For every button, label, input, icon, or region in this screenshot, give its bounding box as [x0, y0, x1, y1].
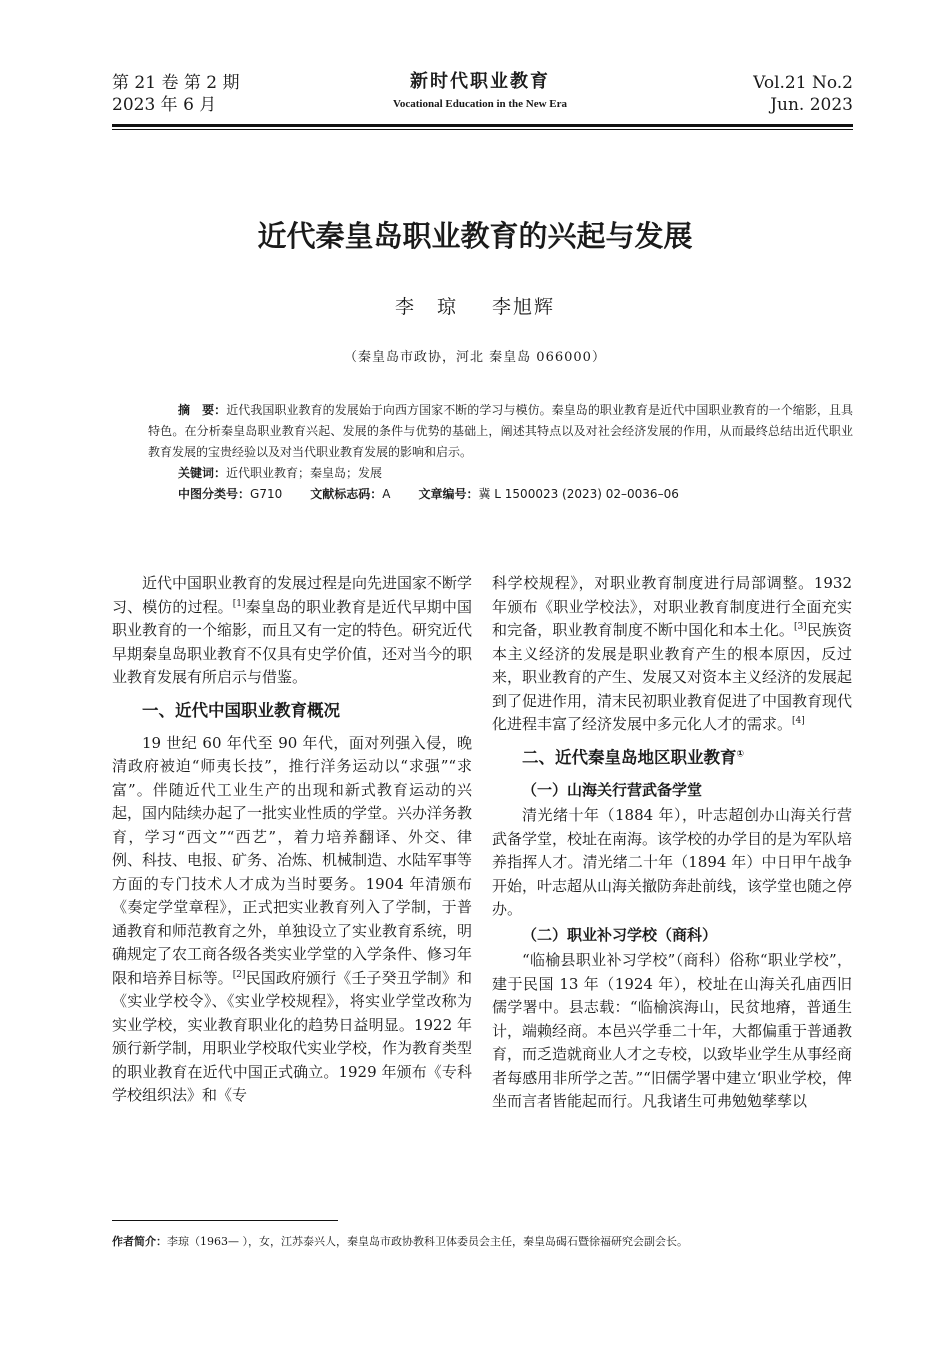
section-heading-text: 二、近代秦皇岛地区职业教育: [522, 747, 737, 767]
footnote-rule: [112, 1220, 338, 1221]
paragraph-text: 秦皇岛的职业教育是近代早期中国职业教育的一个缩影，而且又有一定的特色。研究近代早期秦皇岛职业教育不仅具有史学价值，还对当今的职业教育发展有所启示与借鉴。: [112, 597, 473, 686]
volume-cn: 第 21 卷 第 2 期: [112, 73, 240, 93]
author-2: 李旭辉: [492, 296, 556, 318]
paragraph: “临榆县职业补习学校”（商科）俗称“职业学校”，建于民国 13 年（1924 年），校址在山海关孔庙西旧儒学署中。县志载：“临榆滨海山，民贫地瘠，普通生计，端赖经商。本邑兴学垂二十年，大都偏重于普通教育，而乏造就商业人才之专校，以致毕业学生从事经商者每感用非所学之苦。”“旧儒学署中建立‘职业学校，俾坐而言者皆能起而行。凡我诸生可弗勉勉孳孳以: [492, 951, 853, 1110]
body-left-column: [112, 572, 472, 1108]
classification-line: [178, 484, 853, 505]
section-heading-1: 一、近代中国职业教育概况: [142, 700, 340, 720]
paragraph: 清光绪十年（1884 年），叶志超创办山海关行营武备学堂，校址在南海。该学校的办学目的是为军队培养指挥人才。清光绪二十年（1894 年）中日甲午战争开始，叶志超从山海关撤防奔赴前线，该学堂也随之停办。: [492, 806, 853, 918]
author-1: 李 琼: [394, 296, 458, 318]
date-cn: 2023 年 6 月: [112, 95, 217, 115]
section-heading-2: [522, 746, 852, 770]
journal-name-cn: 新时代职业教育: [410, 71, 550, 92]
paragraph-text: 19 世纪 60 年代至 90 年代，面对列强入侵，晚清政府被迫“师夷长技”，推行洋务运动以“求强”“求富”。伴随近代工业生产的出现和新式教育运动的兴起，国内陆续办起了一批实业性质的学堂。兴办洋务教育，学习“西文”“西艺”，着力培养翻译、外交、律例、科技、电报、矿务、冶炼、机械制造、水陆军事等方面的专门技术人才成为当时要务。1904 年清颁布《奏定学堂章程》，正式把实业教育列入了学制，于普通教育和师范教育之外，单独设立了实业教育系统，明确规定了农工商各级各类实业学堂的入学条件、修习年限和培养目标等。: [112, 733, 473, 987]
footnote-marker: ①: [736, 749, 745, 759]
article-id-label: 文章编号：: [418, 487, 479, 501]
citation: [3]: [793, 622, 807, 632]
citation: [4]: [792, 716, 805, 726]
paragraph-text: 民族资本主义经济的发展是职业教育产生的根本原因，反过来，职业教育的产生、发展又对资本主义经济的发展起到了促进作用，清末民初职业教育促进了中国教育现代化进程丰富了经济发展中多元化人才的需求。: [492, 621, 853, 733]
paragraph-text: 民国政府颁行《壬子癸丑学制》和《实业学校令》、《实业学校规程》，将实业学堂改称为实业学校，实业教育职业化的趋势日益明显。1922 年颁行新学制，用职业学校取代实业学校，作为教育类型的职业教育在近代中国正式确立。1929 年颁布《专科学校组织法》和《专: [112, 968, 473, 1104]
abstract-label: 摘 要：: [178, 403, 227, 417]
abstract-text: 近代我国职业教育的发展始于向西方国家不断的学习与模仿。秦皇岛的职业教育是近代中国职业教育的一个缩影，且具特色。在分析秦皇岛职业教育兴起、发展的条件与优势的基础上，阐述其特点以及对社会经济发展的作用，从而最终总结出近代职业教育发展的宝贵经验以及对当代职业教育发展的影响和启示。: [148, 403, 853, 459]
keywords: [178, 463, 853, 484]
paragraph-text: 近代中国职业教育的发展过程是向先进国家不断学习、模仿的过程。: [112, 574, 473, 616]
header-left: [112, 72, 239, 116]
keywords-text: 近代职业教育；秦皇岛；发展: [226, 466, 383, 480]
keywords-label: 关键词：: [178, 466, 227, 480]
authors: [0, 292, 950, 319]
article-id-value: 冀 L 1500023 (2023) 02–0036–06: [478, 487, 679, 501]
footnote-label: 作者简介：: [112, 1235, 167, 1248]
citation: [1]: [232, 598, 246, 609]
subsection-heading-1: （一）山海关行营武备学堂: [522, 780, 703, 799]
affiliation: （秦皇岛市政协，河北 秦皇岛 066000）: [344, 350, 606, 365]
abstract-block: [148, 400, 853, 505]
abstract: [148, 400, 853, 463]
article-title: 近代秦皇岛职业教育的兴起与发展: [257, 219, 693, 253]
doc-code-label: 文献标志码：: [310, 487, 383, 501]
paragraph: [492, 572, 852, 737]
volume-en: Vol.21 No.2: [753, 73, 853, 93]
paragraph: [112, 732, 472, 1108]
paragraph-text: 科学校规程》，对职业教育制度进行局部调整。1932 年颁布《职业学校法》，对职业教育制度进行全面充实和完备，职业教育制度不断中国化和本土化。: [492, 574, 852, 639]
header-rule-thin: [112, 129, 853, 130]
subsection-heading-2: （二）职业补习学校（商科）: [522, 925, 718, 944]
journal-name-en: Vocational Education in the New Era: [392, 98, 568, 110]
header-center: [300, 70, 660, 110]
date-en: Jun. 2023: [770, 95, 853, 115]
header-right: [753, 72, 853, 116]
doc-code-value: A: [382, 487, 391, 501]
author-footnote: [112, 1234, 853, 1250]
footnote-text: 李琼（1963— ），女，江苏泰兴人，秦皇岛市政协教科卫体委员会主任，秦皇岛碣石暨徐福研究会副会长。: [167, 1235, 688, 1248]
clc-value: G710: [250, 487, 283, 501]
header-rule-thick: [112, 124, 853, 127]
citation: [2]: [232, 969, 246, 980]
body-right-column: [492, 572, 852, 1114]
clc-label: 中图分类号：: [178, 487, 251, 501]
paragraph: [112, 572, 472, 690]
